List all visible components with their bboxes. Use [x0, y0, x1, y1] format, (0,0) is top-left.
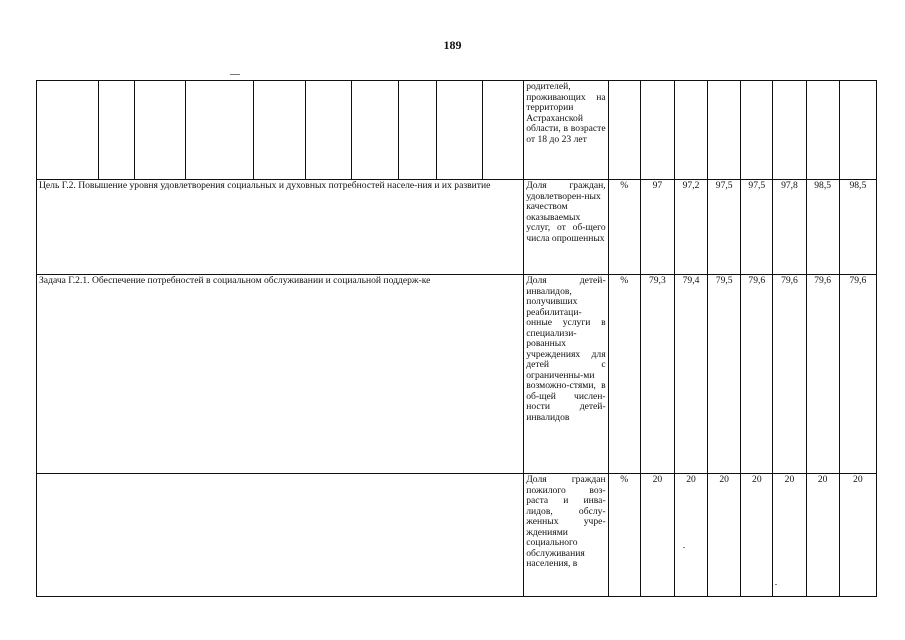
page-number: 189 [443, 38, 462, 52]
indicator-cell: Доля детей-инвалидов, получивших реабилитаци-онные услуги в специализи-рованных учреждениях для детей с ограниченны-ми возможно-стями, в об-щей числен-ности детей-инвалидов [524, 275, 608, 474]
empty-cell [741, 81, 773, 180]
scan-artifact [683, 547, 685, 548]
indicators-table [36, 80, 877, 597]
table-row-task-continuation [37, 474, 877, 597]
value-cell: 97,8 [773, 180, 806, 275]
value-cell: 79,5 [708, 275, 741, 474]
table-row-task [37, 275, 877, 474]
empty-cell [674, 81, 707, 180]
goal-label-cell: Цель Г.2. Повышение уровня удовлетворения социальных и духовных потребностей населе-ния и их развитие [37, 180, 524, 275]
empty-cell [306, 81, 352, 180]
value-cell: 98,5 [839, 180, 876, 275]
scan-artifact [775, 584, 777, 585]
indicator-cell: родителей, проживающих на территории Астраханской области, в возрасте от 18 до 23 лет [524, 81, 608, 180]
table-row-goal [37, 180, 877, 275]
value-cell: 20 [773, 474, 806, 597]
value-cell: 79,4 [674, 275, 707, 474]
indicator-cell: Доля граждан, удовлетворен-ных качеством оказываемых услуг, от об-щего числа опрошенных [524, 180, 608, 275]
value-cell: 79,6 [806, 275, 839, 474]
empty-cell [640, 81, 674, 180]
unit-cell: % [608, 275, 640, 474]
empty-task-cell [37, 474, 524, 597]
empty-cell [806, 81, 839, 180]
scan-artifact [230, 74, 240, 75]
empty-cell [483, 81, 524, 180]
value-cell: 97,5 [708, 180, 741, 275]
empty-cell [135, 81, 185, 180]
empty-cell [608, 81, 640, 180]
task-label-cell: Задача Г.2.1. Обеспечение потребностей в социальном обслуживании и социальной поддерж-ке [37, 275, 524, 474]
value-cell: 20 [839, 474, 876, 597]
value-cell: 79,6 [773, 275, 806, 474]
empty-cell [37, 81, 99, 180]
value-cell: 79,6 [839, 275, 876, 474]
empty-cell [708, 81, 741, 180]
table-row-continuation [37, 81, 877, 180]
value-cell: 97 [640, 180, 674, 275]
empty-cell [398, 81, 436, 180]
empty-cell [254, 81, 306, 180]
value-cell: 20 [806, 474, 839, 597]
empty-cell [352, 81, 398, 180]
value-cell: 20 [674, 474, 707, 597]
unit-cell: % [608, 474, 640, 597]
value-cell: 97,2 [674, 180, 707, 275]
value-cell: 98,5 [806, 180, 839, 275]
unit-cell: % [608, 180, 640, 275]
value-cell: 97,5 [741, 180, 773, 275]
indicator-cell: Доля граждан пожилого воз-раста и инва-лидов, обслу-женных учре-ждениями социального обслуживания населения, в [524, 474, 608, 597]
empty-cell [185, 81, 253, 180]
value-cell: 20 [708, 474, 741, 597]
value-cell: 79,3 [640, 275, 674, 474]
value-cell: 79,6 [741, 275, 773, 474]
value-cell: 20 [640, 474, 674, 597]
empty-cell [436, 81, 482, 180]
empty-cell [773, 81, 806, 180]
value-cell: 20 [741, 474, 773, 597]
empty-cell [99, 81, 135, 180]
empty-cell [839, 81, 876, 180]
